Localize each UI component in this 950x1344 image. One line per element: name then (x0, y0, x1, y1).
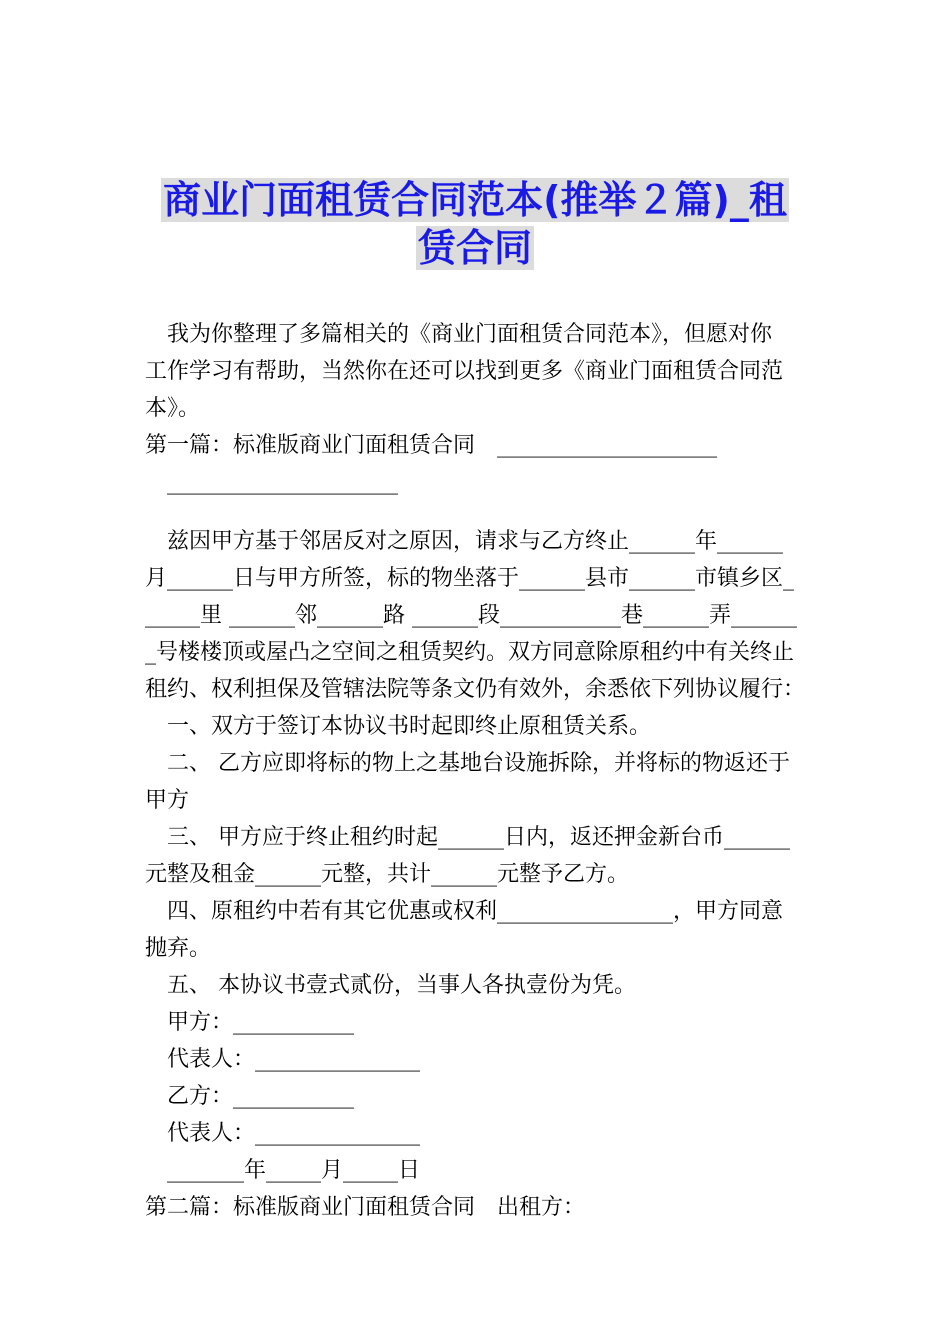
signature-party-a: 甲方：___________ (167, 1010, 355, 1035)
intro-line: 我为你整理了多篇相关的《商业门面租赁合同范本》，但愿对你 (167, 322, 773, 347)
paragraph-line: 兹因甲方基于邻居反对之原因，请求与乙方终止______年______ (167, 529, 784, 554)
title-line-2: 赁合同 (417, 226, 532, 270)
clause-2-cont: 甲方 (145, 788, 190, 813)
intro-line: 工作学习有帮助，当然你在还可以找到更多《商业门面租赁合同范 (145, 359, 784, 384)
intro-line: 本》。 (145, 396, 201, 421)
clause-1: 一、双方于签订本协议书时起即终止原租赁关系。 (167, 714, 652, 739)
document-body (145, 316, 810, 1226)
clause-3-cont: 元整及租金______元整，共计______元整予乙方。 (145, 862, 630, 887)
part1-heading-underline: _____________________ (167, 470, 398, 495)
spacer (145, 501, 810, 523)
clause-5: 五、 本协议书壹式贰份，当事人各执壹份为凭。 (167, 973, 636, 998)
signature-date: _______年_____月_____日 (167, 1158, 421, 1183)
part1-heading: 第一篇：标准版商业门面租赁合同 ____________________ (145, 433, 718, 458)
paragraph-line: 租约、权利担保及管辖法院等条文仍有效外，余悉依下列协议履行： (145, 677, 806, 702)
paragraph-line: _号楼楼顶或屋凸之空间之租赁契约。双方同意除原租约中有关终止 (145, 640, 795, 665)
paragraph-line: _____里 ______邻______路 ______段___________巷______弄______ (145, 603, 797, 628)
clause-4-cont: 抛弃。 (145, 936, 212, 961)
clause-3: 三、 甲方应于终止租约时起______日内，返还押金新台币______ (167, 825, 790, 850)
document-title (0, 176, 950, 272)
part2-heading: 第二篇：标准版商业门面租赁合同 出租方： (145, 1195, 586, 1220)
signature-party-b: 乙方：___________ (167, 1084, 355, 1109)
clause-4: 四、原租约中若有其它优惠或权利________________，甲方同意 (167, 899, 784, 924)
paragraph-line: 月______日与甲方所签，标的物坐落于______县市______市镇乡区_ (145, 566, 795, 591)
signature-representative-a: 代表人：_______________ (167, 1047, 421, 1072)
signature-representative-b: 代表人：_______________ (167, 1121, 421, 1146)
clause-2: 二、 乙方应即将标的物上之基地台设施拆除，并将标的物返还于 (167, 751, 790, 776)
title-line-1: 商业门面租赁合同范本(推举２篇)_租 (163, 178, 787, 222)
